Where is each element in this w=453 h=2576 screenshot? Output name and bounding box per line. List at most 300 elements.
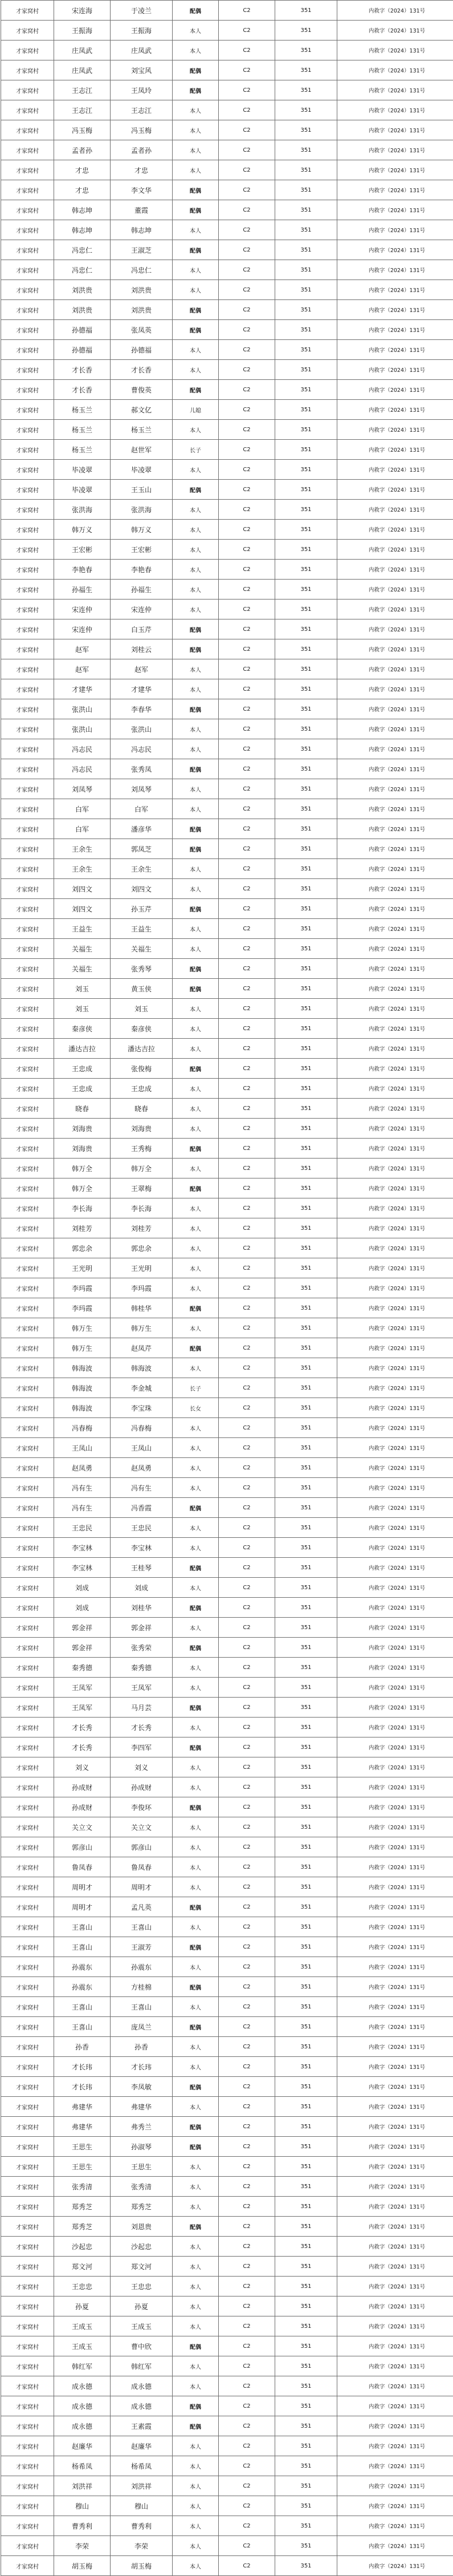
table-row — [1, 1019, 453, 1039]
household-head-cell: 刘洪贵 — [54, 280, 111, 300]
household-head-cell: 王喜山 — [54, 1997, 111, 2017]
document-number-cell: 内救字（2024）131号 — [337, 899, 453, 919]
household-head-cell: 王志江 — [54, 100, 111, 120]
village-cell: 才家窝村 — [1, 1877, 54, 1897]
amount-cell: 351 — [275, 1777, 337, 1797]
document-number-cell: 内救字（2024）131号 — [337, 1797, 453, 1817]
village-cell: 才家窝村 — [1, 1458, 54, 1478]
document-number-cell: 内救字（2024）131号 — [337, 2257, 453, 2277]
relation-cell: 本人 — [173, 2536, 219, 2556]
table-row — [1, 719, 453, 739]
document-number-cell: 内救字（2024）131号 — [337, 1618, 453, 1638]
category-cell: C2 — [219, 1338, 275, 1358]
document-number-cell: 内救字（2024）131号 — [337, 1358, 453, 1378]
amount-cell: 351 — [275, 1817, 337, 1837]
village-cell: 才家窝村 — [1, 1797, 54, 1817]
member-name-cell: 李俊环 — [111, 1797, 173, 1817]
relation-cell: 本人 — [173, 1458, 219, 1478]
household-head-cell: 才长香 — [54, 360, 111, 380]
village-cell: 才家窝村 — [1, 40, 54, 60]
category-cell: C2 — [219, 1937, 275, 1957]
amount-cell: 351 — [275, 1718, 337, 1737]
village-cell: 才家窝村 — [1, 460, 54, 480]
household-head-cell: 成永德 — [54, 2416, 111, 2436]
amount-cell: 351 — [275, 1737, 337, 1757]
table-row — [1, 160, 453, 180]
household-head-cell: 郑秀芝 — [54, 2217, 111, 2237]
household-head-cell: 孙成财 — [54, 1797, 111, 1817]
village-cell: 才家窝村 — [1, 1498, 54, 1518]
member-name-cell: 郭金祥 — [111, 1618, 173, 1638]
member-name-cell: 曹俊英 — [111, 380, 173, 400]
village-cell: 才家窝村 — [1, 1398, 54, 1418]
relation-cell: 本人 — [173, 999, 219, 1019]
relation-cell: 配偶 — [173, 959, 219, 979]
amount-cell: 351 — [275, 2157, 337, 2177]
member-name-cell: 方桂棉 — [111, 1977, 173, 1997]
amount-cell: 351 — [275, 2077, 337, 2097]
table-row — [1, 2396, 453, 2416]
category-cell: C2 — [219, 1997, 275, 2017]
household-head-cell: 弗建华 — [54, 2117, 111, 2137]
amount-cell: 351 — [275, 1099, 337, 1119]
relation-cell: 配偶 — [173, 380, 219, 400]
category-cell: C2 — [219, 2057, 275, 2077]
amount-cell: 351 — [275, 1678, 337, 1698]
household-head-cell: 李玛霞 — [54, 1278, 111, 1298]
household-head-cell: 郑秀芝 — [54, 2197, 111, 2217]
member-name-cell: 赵凤芹 — [111, 1338, 173, 1358]
member-name-cell: 王凤玲 — [111, 80, 173, 100]
document-number-cell: 内救字（2024）131号 — [337, 999, 453, 1019]
village-cell: 才家窝村 — [1, 1298, 54, 1318]
document-number-cell: 内救字（2024）131号 — [337, 2376, 453, 2396]
document-number-cell: 内救字（2024）131号 — [337, 560, 453, 580]
document-number-cell: 内救字（2024）131号 — [337, 1218, 453, 1238]
relation-cell: 配偶 — [173, 480, 219, 500]
category-cell: C2 — [219, 400, 275, 420]
household-head-cell: 秦彦侠 — [54, 1019, 111, 1039]
household-head-cell: 王光明 — [54, 1258, 111, 1278]
household-head-cell: 王忠成 — [54, 1079, 111, 1099]
amount-cell: 351 — [275, 2476, 337, 2496]
village-cell: 才家窝村 — [1, 1737, 54, 1757]
village-cell: 才家窝村 — [1, 2017, 54, 2037]
amount-cell: 351 — [275, 2137, 337, 2157]
category-cell: C2 — [219, 1318, 275, 1338]
amount-cell: 351 — [275, 1398, 337, 1418]
village-cell: 才家窝村 — [1, 2197, 54, 2217]
relation-cell: 本人 — [173, 739, 219, 759]
category-cell: C2 — [219, 2277, 275, 2296]
table-row — [1, 1777, 453, 1797]
document-number-cell: 内救字（2024）131号 — [337, 799, 453, 819]
document-number-cell: 内救字（2024）131号 — [337, 1957, 453, 1977]
table-row — [1, 1797, 453, 1817]
relation-cell: 配偶 — [173, 639, 219, 659]
member-name-cell: 孟者孙 — [111, 140, 173, 160]
village-cell: 才家窝村 — [1, 2336, 54, 2356]
household-head-cell: 孙成财 — [54, 1777, 111, 1797]
document-number-cell: 内救字（2024）131号 — [337, 1178, 453, 1198]
category-cell: C2 — [219, 420, 275, 440]
member-name-cell: 李荣 — [111, 2536, 173, 2556]
member-name-cell: 王凤山 — [111, 1438, 173, 1458]
table-row — [1, 1338, 453, 1358]
household-head-cell: 冯志民 — [54, 739, 111, 759]
amount-cell: 351 — [275, 979, 337, 999]
category-cell: C2 — [219, 380, 275, 400]
document-number-cell: 内救字（2024）131号 — [337, 1718, 453, 1737]
household-head-cell: 刘成 — [54, 1598, 111, 1618]
household-head-cell: 秦秀德 — [54, 1658, 111, 1678]
amount-cell: 351 — [275, 739, 337, 759]
village-cell: 才家窝村 — [1, 2217, 54, 2237]
document-number-cell: 内救字（2024）131号 — [337, 1917, 453, 1937]
amount-cell: 351 — [275, 1638, 337, 1658]
category-cell: C2 — [219, 819, 275, 839]
relation-cell: 本人 — [173, 460, 219, 480]
amount-cell: 351 — [275, 1238, 337, 1258]
table-row — [1, 879, 453, 899]
amount-cell: 351 — [275, 2217, 337, 2237]
relation-cell: 配偶 — [173, 1, 219, 21]
member-name-cell: 韩万生 — [111, 1318, 173, 1338]
document-number-cell: 内救字（2024）131号 — [337, 1598, 453, 1618]
household-head-cell: 周明才 — [54, 1897, 111, 1917]
category-cell: C2 — [219, 619, 275, 639]
category-cell: C2 — [219, 2556, 275, 2576]
amount-cell: 351 — [275, 679, 337, 699]
category-cell: C2 — [219, 600, 275, 619]
village-cell: 才家窝村 — [1, 2376, 54, 2396]
amount-cell: 351 — [275, 600, 337, 619]
member-name-cell: 关福生 — [111, 939, 173, 959]
table-row — [1, 639, 453, 659]
relation-cell: 本人 — [173, 2057, 219, 2077]
relation-cell: 配偶 — [173, 699, 219, 719]
document-number-cell: 内救字（2024）131号 — [337, 1039, 453, 1059]
category-cell: C2 — [219, 2137, 275, 2157]
relation-cell: 配偶 — [173, 619, 219, 639]
category-cell: C2 — [219, 2237, 275, 2257]
table-row — [1, 739, 453, 759]
member-name-cell: 李凤敏 — [111, 2077, 173, 2097]
relation-cell: 本人 — [173, 2097, 219, 2117]
amount-cell: 351 — [275, 540, 337, 560]
amount-cell: 351 — [275, 400, 337, 420]
category-cell: C2 — [219, 2356, 275, 2376]
household-head-cell: 赵军 — [54, 639, 111, 659]
document-number-cell: 内救字（2024）131号 — [337, 1997, 453, 2017]
category-cell: C2 — [219, 839, 275, 859]
village-cell: 才家窝村 — [1, 240, 54, 260]
relation-cell: 配偶 — [173, 60, 219, 80]
village-cell: 才家窝村 — [1, 2077, 54, 2097]
household-head-cell: 孙德福 — [54, 320, 111, 340]
member-name-cell: 刘洪祥 — [111, 2476, 173, 2496]
relation-cell: 配偶 — [173, 1897, 219, 1917]
category-cell: C2 — [219, 699, 275, 719]
member-name-cell: 马月芸 — [111, 1698, 173, 1718]
relation-cell: 配偶 — [173, 1737, 219, 1757]
household-head-cell: 关立文 — [54, 1817, 111, 1837]
table-row — [1, 1099, 453, 1119]
document-number-cell: 内救字（2024）131号 — [337, 1398, 453, 1418]
household-head-cell: 王思生 — [54, 2137, 111, 2157]
category-cell: C2 — [219, 60, 275, 80]
table-row — [1, 1119, 453, 1139]
table-row — [1, 999, 453, 1019]
village-cell: 才家窝村 — [1, 440, 54, 460]
amount-cell: 351 — [275, 1857, 337, 1877]
category-cell: C2 — [219, 120, 275, 140]
member-name-cell: 鲁凤春 — [111, 1857, 173, 1877]
document-number-cell: 内救字（2024）131号 — [337, 1538, 453, 1558]
table-row — [1, 1298, 453, 1318]
amount-cell: 351 — [275, 1298, 337, 1318]
village-cell: 才家窝村 — [1, 939, 54, 959]
member-name-cell: 王志江 — [111, 100, 173, 120]
document-number-cell: 内救字（2024）131号 — [337, 1977, 453, 1997]
member-name-cell: 刘宝风 — [111, 60, 173, 80]
member-name-cell: 于凌兰 — [111, 1, 173, 21]
household-head-cell: 孙福生 — [54, 580, 111, 600]
relation-cell: 本人 — [173, 1777, 219, 1797]
village-cell: 才家窝村 — [1, 1019, 54, 1039]
household-head-cell: 曹秀利 — [54, 2516, 111, 2536]
table-row — [1, 1, 453, 21]
relation-cell: 本人 — [173, 1757, 219, 1777]
document-number-cell: 内救字（2024）131号 — [337, 2316, 453, 2336]
document-number-cell: 内救字（2024）131号 — [337, 1698, 453, 1718]
relation-cell: 本人 — [173, 679, 219, 699]
amount-cell: 351 — [275, 120, 337, 140]
village-cell: 才家窝村 — [1, 779, 54, 799]
relation-cell: 本人 — [173, 1119, 219, 1139]
amount-cell: 351 — [275, 1059, 337, 1079]
relation-cell: 本人 — [173, 1877, 219, 1897]
document-number-cell: 内救字（2024）131号 — [337, 2057, 453, 2077]
amount-cell: 351 — [275, 520, 337, 540]
table-row — [1, 1079, 453, 1099]
document-number-cell: 内救字（2024）131号 — [337, 939, 453, 959]
member-name-cell: 刘义 — [111, 1757, 173, 1777]
document-number-cell: 内救字（2024）131号 — [337, 1019, 453, 1039]
amount-cell: 351 — [275, 1039, 337, 1059]
household-head-cell: 孙德福 — [54, 340, 111, 360]
amount-cell: 351 — [275, 440, 337, 460]
relation-cell: 本人 — [173, 2296, 219, 2316]
member-name-cell: 刘桂云 — [111, 639, 173, 659]
household-head-cell: 韩红军 — [54, 2356, 111, 2376]
amount-cell: 351 — [275, 280, 337, 300]
member-name-cell: 秦彦侠 — [111, 1019, 173, 1039]
category-cell: C2 — [219, 580, 275, 600]
document-number-cell: 内救字（2024）131号 — [337, 2336, 453, 2356]
relation-cell: 本人 — [173, 2237, 219, 2257]
relation-cell: 本人 — [173, 659, 219, 679]
document-number-cell: 内救字（2024）131号 — [337, 1518, 453, 1538]
document-number-cell: 内救字（2024）131号 — [337, 520, 453, 540]
member-name-cell: 张洪海 — [111, 500, 173, 520]
relation-cell: 本人 — [173, 360, 219, 380]
member-name-cell: 王淑芝 — [111, 240, 173, 260]
document-number-cell: 内救字（2024）131号 — [337, 2197, 453, 2217]
category-cell: C2 — [219, 1198, 275, 1218]
household-head-cell: 韩海波 — [54, 1358, 111, 1378]
amount-cell: 351 — [275, 1278, 337, 1298]
amount-cell: 351 — [275, 719, 337, 739]
category-cell: C2 — [219, 1598, 275, 1618]
document-number-cell: 内救字（2024）131号 — [337, 979, 453, 999]
relation-cell: 本人 — [173, 540, 219, 560]
relation-cell: 本人 — [173, 580, 219, 600]
document-number-cell: 内救字（2024）131号 — [337, 2077, 453, 2097]
relation-cell: 配偶 — [173, 1059, 219, 1079]
document-number-cell: 内救字（2024）131号 — [337, 919, 453, 939]
table-row — [1, 1218, 453, 1238]
table-row — [1, 2277, 453, 2296]
household-head-cell: 成永德 — [54, 2376, 111, 2396]
member-name-cell: 王喜山 — [111, 1917, 173, 1937]
relation-cell: 本人 — [173, 560, 219, 580]
relation-cell: 本人 — [173, 1658, 219, 1678]
amount-cell: 351 — [275, 1019, 337, 1039]
amount-cell: 351 — [275, 180, 337, 200]
relation-cell: 配偶 — [173, 1937, 219, 1957]
category-cell: C2 — [219, 100, 275, 120]
member-name-cell: 王宏彬 — [111, 540, 173, 560]
category-cell: C2 — [219, 1398, 275, 1418]
member-name-cell: 韩桂华 — [111, 1298, 173, 1318]
table-row — [1, 2157, 453, 2177]
table-row — [1, 220, 453, 240]
amount-cell: 351 — [275, 1877, 337, 1897]
amount-cell: 351 — [275, 1997, 337, 2017]
category-cell: C2 — [219, 520, 275, 540]
amount-cell: 351 — [275, 21, 337, 40]
village-cell: 才家窝村 — [1, 2177, 54, 2197]
category-cell: C2 — [219, 2217, 275, 2237]
village-cell: 才家窝村 — [1, 2356, 54, 2376]
category-cell: C2 — [219, 2117, 275, 2137]
amount-cell: 351 — [275, 80, 337, 100]
category-cell: C2 — [219, 1139, 275, 1159]
member-name-cell: 郭彦山 — [111, 1837, 173, 1857]
category-cell: C2 — [219, 2456, 275, 2476]
relation-cell: 本人 — [173, 1678, 219, 1698]
relation-cell: 配偶 — [173, 979, 219, 999]
member-name-cell: 晓春 — [111, 1099, 173, 1119]
category-cell: C2 — [219, 1797, 275, 1817]
household-head-cell: 胡玉梅 — [54, 2556, 111, 2576]
village-cell: 才家窝村 — [1, 2057, 54, 2077]
amount-cell: 351 — [275, 60, 337, 80]
document-number-cell: 内救字（2024）131号 — [337, 859, 453, 879]
village-cell: 才家窝村 — [1, 1178, 54, 1198]
amount-cell: 351 — [275, 2296, 337, 2316]
document-number-cell: 内救字（2024）131号 — [337, 1438, 453, 1458]
relation-cell: 本人 — [173, 879, 219, 899]
relation-cell: 本人 — [173, 2277, 219, 2296]
table-row — [1, 2496, 453, 2516]
village-cell: 才家窝村 — [1, 380, 54, 400]
category-cell: C2 — [219, 2257, 275, 2277]
document-number-cell: 内救字（2024）131号 — [337, 1757, 453, 1777]
household-head-cell: 郭金祥 — [54, 1618, 111, 1638]
amount-cell: 351 — [275, 639, 337, 659]
amount-cell: 351 — [275, 380, 337, 400]
document-number-cell: 内救字（2024）131号 — [337, 2396, 453, 2416]
member-name-cell: 李四军 — [111, 1737, 173, 1757]
household-head-cell: 才忠 — [54, 180, 111, 200]
household-head-cell: 王喜山 — [54, 1937, 111, 1957]
village-cell: 才家窝村 — [1, 1777, 54, 1797]
document-number-cell: 内救字（2024）131号 — [337, 2536, 453, 2556]
table-row — [1, 480, 453, 500]
household-head-cell: 鲁凤春 — [54, 1857, 111, 1877]
table-row — [1, 500, 453, 520]
table-row — [1, 979, 453, 999]
document-number-cell: 内救字（2024）131号 — [337, 1678, 453, 1698]
table-row — [1, 380, 453, 400]
member-name-cell: 郭忠余 — [111, 1238, 173, 1258]
table-row — [1, 1059, 453, 1079]
village-cell: 才家窝村 — [1, 1418, 54, 1438]
document-number-cell: 内救字（2024）131号 — [337, 80, 453, 100]
household-head-cell: 才长秀 — [54, 1718, 111, 1737]
relation-cell: 本人 — [173, 1817, 219, 1837]
relation-cell: 本人 — [173, 140, 219, 160]
relation-cell: 本人 — [173, 520, 219, 540]
table-row — [1, 1678, 453, 1698]
table-row — [1, 440, 453, 460]
document-number-cell: 内救字（2024）131号 — [337, 600, 453, 619]
household-head-cell: 韩万全 — [54, 1178, 111, 1198]
amount-cell: 351 — [275, 1378, 337, 1398]
relation-cell: 本人 — [173, 280, 219, 300]
relation-cell: 本人 — [173, 2456, 219, 2476]
amount-cell: 351 — [275, 2396, 337, 2416]
relation-cell: 本人 — [173, 2476, 219, 2496]
relation-cell: 本人 — [173, 1618, 219, 1638]
household-head-cell: 王思生 — [54, 2157, 111, 2177]
document-number-cell: 内救字（2024）131号 — [337, 1079, 453, 1099]
category-cell: C2 — [219, 440, 275, 460]
village-cell: 才家窝村 — [1, 679, 54, 699]
village-cell: 才家窝村 — [1, 1218, 54, 1238]
member-name-cell: 孙香 — [111, 2037, 173, 2057]
village-cell: 才家窝村 — [1, 2516, 54, 2536]
member-name-cell: 郑文河 — [111, 2257, 173, 2277]
category-cell: C2 — [219, 360, 275, 380]
category-cell: C2 — [219, 240, 275, 260]
household-head-cell: 张洪山 — [54, 699, 111, 719]
member-name-cell: 孙夏 — [111, 2296, 173, 2316]
table-row — [1, 1857, 453, 1877]
relation-cell: 本人 — [173, 120, 219, 140]
relation-cell: 本人 — [173, 1198, 219, 1218]
document-number-cell: 内救字（2024）131号 — [337, 2356, 453, 2376]
household-head-cell: 孙香 — [54, 2037, 111, 2057]
table-row — [1, 1598, 453, 1618]
document-number-cell: 内救字（2024）131号 — [337, 819, 453, 839]
village-cell: 才家窝村 — [1, 1917, 54, 1937]
amount-cell: 351 — [275, 699, 337, 719]
amount-cell: 351 — [275, 1318, 337, 1338]
member-name-cell: 郑秀芝 — [111, 2197, 173, 2217]
